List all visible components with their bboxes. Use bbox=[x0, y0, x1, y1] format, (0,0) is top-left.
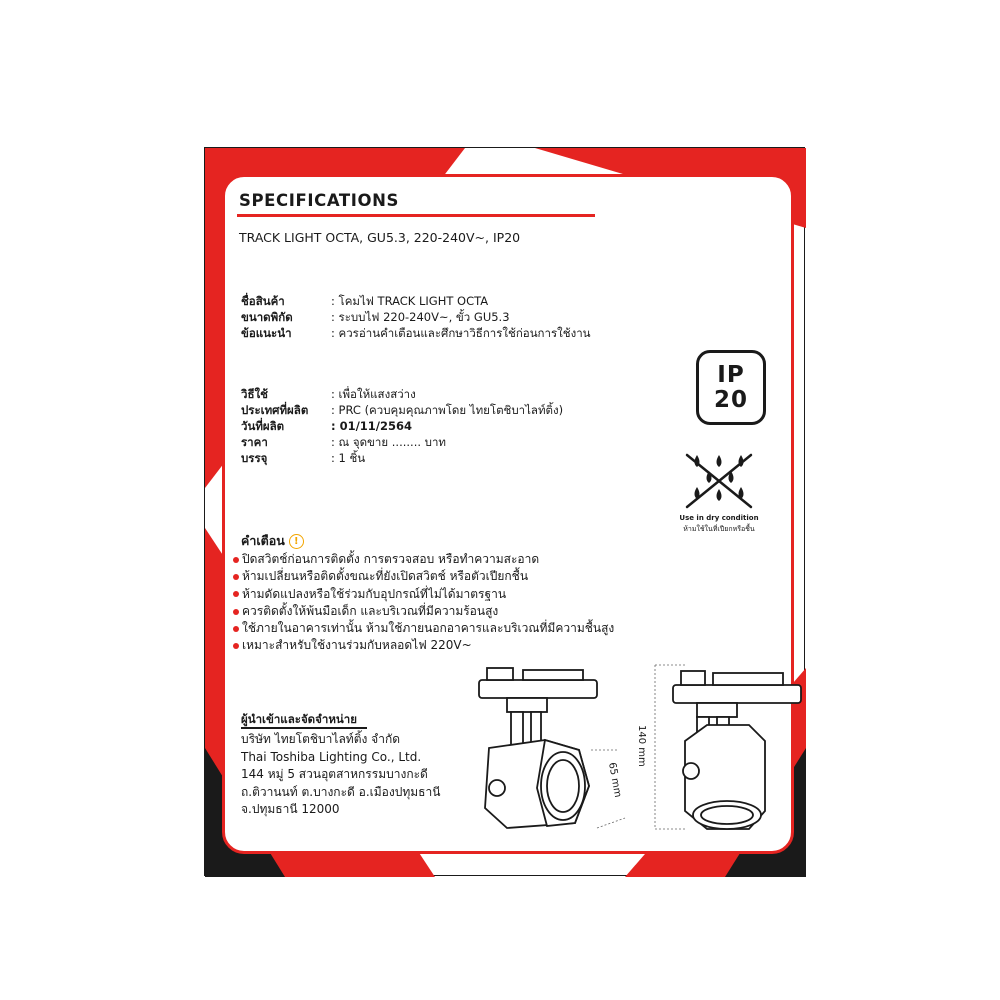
info-label: ชื่อสินค้า bbox=[241, 294, 285, 308]
info-label: บรรจุ bbox=[241, 451, 268, 465]
warning-text: ควรติดตั้งให้พ้นมือเด็ก และบริเวณที่มีความร้อนสูง bbox=[242, 603, 499, 618]
distributor-title: ผู้นำเข้าและจัดจำหน่าย bbox=[241, 712, 357, 726]
info-label: ราคา bbox=[241, 435, 268, 449]
address-line: บริษัท ไทยโตชิบาไลท์ติ้ง จำกัด bbox=[241, 732, 401, 746]
dim-diameter: 65 mm bbox=[606, 761, 624, 799]
dim-height: 140 mm bbox=[636, 725, 647, 767]
warning-text: เหมาะสำหรับใช้งานร่วมกับหลอดไฟ 220V~ bbox=[242, 638, 472, 653]
info-row-name bbox=[241, 293, 591, 309]
info-value: : ณ จุดขาย ........ บาท bbox=[331, 435, 447, 449]
product-info bbox=[241, 293, 591, 341]
info-value: : 01/11/2564 bbox=[331, 419, 413, 433]
ip-label: IP bbox=[717, 361, 745, 388]
info-value: : เพื่อให้แสงสว่าง bbox=[331, 387, 416, 401]
info-row-country bbox=[241, 402, 563, 418]
warning-icon: ! bbox=[289, 534, 304, 549]
info-row-date bbox=[241, 418, 563, 434]
info-label: ข้อแนะนำ bbox=[241, 326, 292, 340]
info-row-usage bbox=[241, 386, 563, 402]
bullet-icon bbox=[233, 643, 239, 649]
lamp-front-view-illustration bbox=[636, 653, 805, 843]
warning-item bbox=[233, 586, 614, 603]
info-label: ขนาดพิกัด bbox=[241, 310, 293, 324]
info-value: : PRC (ควบคุมคุณภาพโดย ไทยโตชิบาไลท์ติ้ง) bbox=[331, 403, 564, 417]
info-value: : ควรอ่านคำเตือนและศึกษาวิธีการใช้ก่อนการใช้งาน bbox=[331, 326, 591, 340]
no-rain-icon bbox=[683, 451, 755, 511]
bullet-icon bbox=[233, 574, 239, 580]
warning-text: ห้ามเปลี่ยนหรือติดตั้งขณะที่ยังเปิดสวิตช์ หรือตัวเปียกชื้น bbox=[242, 569, 529, 584]
distributor-address bbox=[241, 731, 440, 819]
address-line: ถ.ติวานนท์ ต.บางกะดี อ.เมืองปทุมธานี bbox=[241, 784, 441, 799]
lamp-side-view-illustration bbox=[467, 658, 627, 833]
dry-caption-en: Use in dry condition bbox=[679, 514, 759, 522]
bullet-icon bbox=[233, 626, 239, 632]
distributor-underline bbox=[241, 727, 367, 729]
info-label: ประเทศที่ผลิต bbox=[241, 403, 309, 417]
warning-text: ห้ามดัดแปลงหรือใช้ร่วมกับอุปกรณ์ที่ไม่ได้มาตรฐาน bbox=[242, 586, 507, 601]
address-line: 144 หมู่ 5 สวนอุตสาหกรรมบางกะดี bbox=[241, 767, 428, 781]
info-row-advice bbox=[241, 325, 591, 341]
warning-item bbox=[233, 620, 614, 637]
info-value: : โคมไฟ TRACK LIGHT OCTA bbox=[331, 294, 489, 308]
warning-item bbox=[233, 637, 614, 654]
info-label: วันที่ผลิต bbox=[241, 419, 285, 433]
warning-item bbox=[233, 568, 614, 585]
warning-list bbox=[233, 551, 614, 655]
warning-text: ปิดสวิตช์ก่อนการติดตั้ง การตรวจสอบ หรือทำความสะอาด bbox=[242, 552, 540, 566]
warning-title: คำเตือน bbox=[241, 533, 285, 548]
dry-caption-th: ห้ามใช้ในที่เปียกหรือชื้น bbox=[683, 525, 755, 533]
warning-text: ใช้ภายในอาคารเท่านั้น ห้ามใช้ภายนอกอาคารและบริเวณที่มีความชื้นสูง bbox=[242, 621, 615, 636]
warning-heading bbox=[241, 531, 304, 551]
bullet-icon bbox=[233, 609, 239, 615]
warning-item bbox=[233, 603, 614, 620]
address-line: Thai Toshiba Lighting Co., Ltd. bbox=[241, 749, 422, 764]
spec-sheet-frame bbox=[204, 147, 805, 876]
info-value: : ระบบไฟ 220-240V~, ขั้ว GU5.3 bbox=[331, 310, 510, 324]
ip-value: 20 bbox=[713, 386, 748, 413]
spec-subtitle: TRACK LIGHT OCTA, GU5.3, 220-240V~, IP20 bbox=[239, 230, 521, 245]
bullet-icon bbox=[233, 591, 239, 597]
address-line: จ.ปทุมธานี 12000 bbox=[241, 802, 340, 816]
ip-rating-badge bbox=[696, 350, 766, 425]
info-row-package bbox=[241, 450, 563, 466]
spec-title: SPECIFICATIONS bbox=[239, 191, 400, 210]
warning-item bbox=[233, 551, 614, 568]
info-row-price bbox=[241, 434, 563, 450]
bullet-icon bbox=[233, 557, 239, 563]
usage-info bbox=[241, 386, 563, 466]
info-value: : 1 ชิ้น bbox=[331, 451, 366, 465]
info-label: วิธีใช้ bbox=[241, 387, 268, 401]
title-underline bbox=[237, 214, 595, 217]
info-row-rating bbox=[241, 309, 591, 325]
